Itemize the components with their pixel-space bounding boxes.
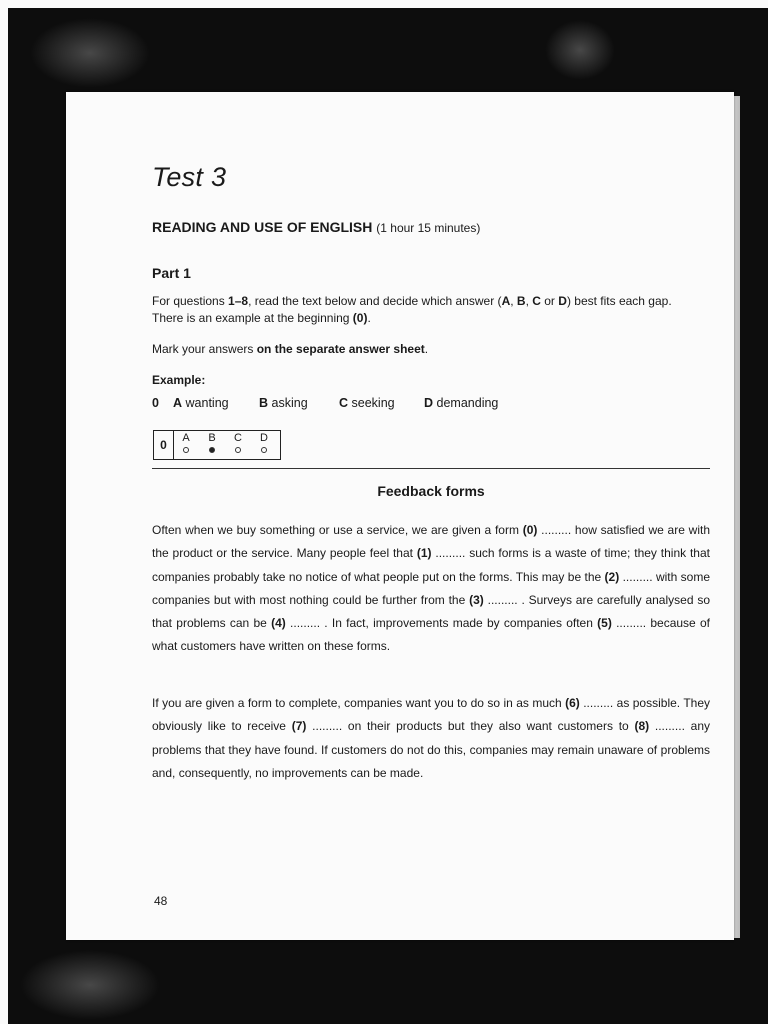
scan-border-left [0,0,8,1024]
example-option-b: B asking [259,396,308,410]
section-duration: (1 hour 15 minutes) [376,221,481,235]
answer-col-a: A [180,432,192,453]
text-title: Feedback forms [377,483,485,499]
answer-bubble-d [261,447,267,453]
paragraph-1: Often when we buy something or use a service, we are given a form (0) ......... how satisfied we are with the product or the service. Many people feel that (1) ......... such forms is a waste of time; they think that companies probably take no notice of what people put on the forms. This may be the (2) ......... with some companies but with most nothing could be further from the (3) ......... . Surveys are carefully analysed so that problems can be (4) ......... . In fact, improvements made by companies often (5) ......... because of what customers have written on these forms. [152,523,711,654]
divider-rule [152,468,710,469]
exam-page [66,92,734,940]
answer-col-c: C [232,432,244,453]
answer-box-number: 0 [154,431,174,459]
example-number: 0 [152,396,159,410]
part-title: Part 1 [152,265,191,281]
instructions-line-2: There is an example at the beginning (0). [152,311,371,325]
answer-col-d: D [258,432,270,453]
mark-instruction: Mark your answers on the separate answer sheet. [152,342,429,356]
scan-shadow-top-right [545,20,615,80]
instructions-line-1: For questions 1–8, read the text below and decide which answer (A, B, C or D) best fits each gap. [152,294,672,308]
page-number: 48 [154,894,168,908]
answer-bubble-a [183,447,189,453]
answer-col-b: B [206,432,218,453]
instructions [152,293,712,327]
example-option-c: C seeking [339,396,395,410]
section-heading [152,219,480,235]
example-label: Example: [152,373,206,387]
answer-bubble-c [235,447,241,453]
scan-shadow-top-left [30,18,150,88]
answer-bubble-b [209,447,215,453]
example-option-d: D demanding [424,396,499,410]
scan-shadow-bottom-left [20,950,160,1020]
test-title: Test 3 [152,162,227,192]
scan-border-top [0,0,768,8]
section-title: READING AND USE OF ENGLISH [152,219,373,235]
example-option-a: A wanting [173,396,229,410]
example-answer-box [153,430,281,460]
paragraph-2: If you are given a form to complete, companies want you to do so in as much (6) ......... as possible. They obviously like to receive (7) ......... on their products but they also want customers to (8) ......... any problems that they have found. If customers do not do this, companies may remain unaware of problems and, consequently, no improvements can be made. [152,696,711,780]
